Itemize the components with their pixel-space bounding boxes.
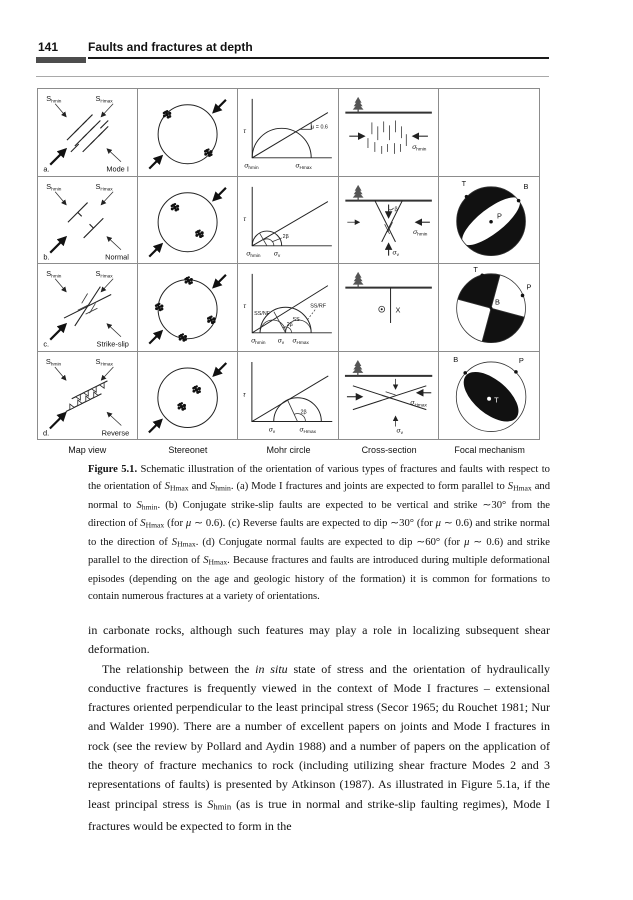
row-type-label: Mode I bbox=[106, 164, 129, 174]
pole-cluster bbox=[163, 110, 172, 119]
cell-focal-mechanism-normal bbox=[439, 177, 539, 265]
stress-arrow bbox=[55, 191, 66, 204]
p-axis-label: P bbox=[526, 282, 532, 292]
cell-map-view-normal bbox=[38, 177, 138, 265]
radius-line bbox=[274, 312, 286, 333]
p-axis-dot bbox=[514, 370, 518, 374]
paragraph: in carbonate rocks, although such features may play a role in localizing subsequent shear deformation. bbox=[88, 623, 550, 657]
stress-arrow bbox=[107, 412, 121, 425]
stress-arrow bbox=[55, 279, 66, 292]
chapter-header: Faults and fractures at depth bbox=[88, 40, 253, 54]
figure-column-labels bbox=[37, 445, 540, 455]
pole-cluster bbox=[178, 402, 187, 411]
ss-rf-label: SS/RF bbox=[310, 303, 327, 310]
vertical-fractures bbox=[368, 120, 406, 153]
sigma-hmin-label: $\sigma_{hmin}$ bbox=[251, 337, 266, 346]
tree-icon bbox=[352, 97, 363, 113]
shmin-label: $S_{hmin}$ bbox=[46, 268, 62, 279]
b-axis-dot bbox=[463, 371, 467, 375]
angle-arc bbox=[388, 207, 393, 209]
cell-stereonet-normal bbox=[138, 177, 238, 265]
b-axis-dot bbox=[517, 198, 521, 202]
sigma-hmax-label: $\sigma_{Hmax}$ bbox=[410, 399, 427, 408]
figure-caption: Figure 5.1. Schematic illustration of the orientation of various types of fractures and faults with respect to the orientation of SHmax and Shmin. (a) Mode I fractures and joints are expected to form parallel to SHmax and normal to Shmin. (b) Conjugate strike-slip faults are expected to be vertical and strike ∼30° from the direction of SHmax (for μ ∼ 0.6). (c) Reverse faults are expected to dip ∼30° (for μ ∼ 0.6) and strike normal to the direction of SHmax. (d) Conjugate normal faults are expected to dip ∼60° (for μ ∼ 0.6) and strike parallel to the direction of SHmax. Because fractures and faults are introduced during multiple deformational episodes (depending on the age and geologic history of the formation) it is common for formations to contain numerous fractures at a variety of orientations. bbox=[88, 464, 551, 603]
tau-axis-label: τ bbox=[243, 303, 247, 311]
sigma-hmin-label: $\sigma_{hmin}$ bbox=[246, 250, 261, 258]
stress-arrow bbox=[101, 191, 113, 204]
compression-arrow bbox=[50, 325, 65, 340]
page-number: 141 bbox=[38, 40, 59, 54]
stress-arrow bbox=[101, 279, 113, 292]
sigma-hmax-label: $\sigma_{Hmax}$ bbox=[292, 337, 310, 346]
compression-arrow bbox=[149, 420, 161, 432]
tau-axis-label: τ bbox=[243, 391, 246, 399]
b-axis-dot bbox=[489, 307, 492, 310]
compression-arrow bbox=[50, 413, 65, 428]
cell-stereonet-mode-i bbox=[138, 89, 238, 177]
content-rule bbox=[36, 76, 549, 77]
row-type-label: Normal bbox=[105, 252, 129, 262]
pole-cluster bbox=[195, 229, 204, 238]
ss-nf-label: SS/NF bbox=[254, 311, 271, 318]
motion-in-label: X bbox=[395, 305, 400, 315]
cell-mohr-circle-normal bbox=[238, 177, 338, 265]
row-type-label: Strike-slip bbox=[96, 339, 129, 349]
row-letter: c. bbox=[43, 339, 50, 349]
shmax-label: $S_{Hmax}$ bbox=[95, 268, 113, 279]
strike-slip-fault-traces bbox=[64, 287, 111, 326]
stress-arrow bbox=[107, 324, 121, 337]
cell-focal-mechanism-strike-slip bbox=[439, 264, 539, 352]
figure-5-1-grid bbox=[37, 88, 540, 440]
shmax-label: $S_{Hmax}$ bbox=[95, 356, 113, 368]
stress-arrow bbox=[101, 104, 113, 117]
cell-cross-section-normal bbox=[339, 177, 439, 265]
cell-focal-mechanism-reverse bbox=[439, 352, 539, 440]
leader-line bbox=[308, 310, 316, 320]
sigma-v-label: $\sigma_v$ bbox=[392, 249, 399, 257]
mohr-semicircle bbox=[274, 397, 322, 421]
column-label-focal-mechanism: Focal mechanism bbox=[454, 445, 525, 455]
sigma-v-label: $\sigma_v$ bbox=[269, 425, 276, 435]
shmin-label: $S_{hmin}$ bbox=[46, 181, 62, 191]
row-type-label: Reverse bbox=[101, 427, 130, 437]
p-axis-label: P bbox=[496, 210, 502, 220]
cell-mohr-circle-mode-i bbox=[238, 89, 338, 177]
header-bar bbox=[36, 57, 86, 63]
pole-cluster bbox=[171, 202, 180, 211]
radius-line bbox=[260, 233, 267, 246]
header-rule bbox=[88, 57, 549, 59]
compression-arrow bbox=[149, 244, 161, 256]
t-axis-label: T bbox=[493, 395, 499, 405]
pole-cluster bbox=[155, 303, 164, 312]
sigma-v-label: $\sigma_v$ bbox=[278, 337, 285, 346]
tau-axis-label: τ bbox=[243, 128, 247, 136]
tree-icon bbox=[352, 360, 363, 376]
compression-arrow bbox=[214, 275, 226, 287]
t-axis-dot bbox=[480, 274, 484, 278]
column-label-map-view: Map view bbox=[68, 445, 107, 455]
cell-cross-section-reverse bbox=[339, 352, 439, 440]
stress-arrow bbox=[101, 366, 113, 379]
column-label-mohr-circle: Mohr circle bbox=[266, 445, 311, 455]
compression-arrow bbox=[214, 100, 226, 112]
paragraph: The relationship between the in situ state of stress and the orientation of hydraulically conductive fractures is frequently viewed in the context of Mode I fractures – extensional fractures oriented perpendicular to the least principal stress (Secor 1965; du Rouchet 1981; Nur and Walder 1990). There are a number of excellent papers on joints and Mode I fractures in rock (see the review by Pollard and Aydin 1988) and a number of papers on the application of the theory of fracture mechanics to rock (including utilizing shear fracture Modes 2 and 3 representations of faults) is presented by Atkinson (1987). As illustrated in Figure 5.1a, if the least principal stress is Shmin (as is true in normal and strike-slip faulting regimes), Mode I fractures would be expected to form in the bbox=[88, 661, 551, 833]
stereonet-circle bbox=[158, 367, 218, 427]
black-quadrant bbox=[482, 308, 524, 342]
thrust-fault-traces bbox=[66, 380, 108, 411]
shmax-label: $S_{Hmax}$ bbox=[95, 93, 113, 104]
cell-cross-section-strike-slip bbox=[339, 264, 439, 352]
sigma-v-label: $\sigma_v$ bbox=[274, 250, 281, 258]
row-letter: a. bbox=[43, 164, 50, 174]
failure-line bbox=[253, 201, 329, 245]
shmin-label: $S_{hmin}$ bbox=[45, 356, 62, 368]
compression-arrow bbox=[50, 150, 65, 165]
cell-focal-mechanism-empty bbox=[439, 89, 539, 177]
cell-stereonet-reverse bbox=[138, 352, 238, 440]
mohr-axes bbox=[253, 186, 333, 245]
tau-axis-label: τ bbox=[243, 215, 247, 223]
beta-label: β bbox=[394, 205, 398, 212]
p-axis-label: P bbox=[518, 355, 524, 365]
cell-map-view-strike-slip bbox=[38, 264, 138, 352]
cell-mohr-circle-strike-slip bbox=[238, 264, 338, 352]
two-beta-label: 2β bbox=[287, 321, 294, 328]
column-label-stereonet: Stereonet bbox=[168, 445, 208, 455]
stress-arrow bbox=[107, 236, 121, 249]
mohr-semicircle bbox=[253, 128, 312, 157]
compression-arrow bbox=[149, 157, 161, 169]
sigma-hmin-label: $\sigma_{hmin}$ bbox=[412, 228, 428, 237]
b-axis-label: B bbox=[453, 354, 459, 364]
cell-mohr-circle-reverse bbox=[238, 352, 338, 440]
mu-label: μ = 0.6 bbox=[311, 124, 329, 131]
cell-stereonet-strike-slip bbox=[138, 264, 238, 352]
stress-arrow bbox=[55, 104, 66, 117]
mode-i-fracture-traces bbox=[67, 115, 108, 152]
tree-icon bbox=[352, 184, 363, 200]
stress-arrow bbox=[107, 149, 121, 162]
p-axis-dot bbox=[521, 294, 525, 298]
black-quadrant bbox=[458, 274, 500, 308]
pole-cluster bbox=[192, 385, 201, 394]
compression-arrow bbox=[214, 187, 226, 199]
ss-label: SS bbox=[292, 317, 301, 324]
radius-line bbox=[288, 399, 298, 421]
b-axis-label: B bbox=[494, 297, 500, 307]
shmin-label: $S_{hmin}$ bbox=[46, 93, 62, 104]
stress-arrow bbox=[55, 366, 66, 379]
motion-out-icon bbox=[378, 306, 384, 312]
row-letter: b. bbox=[43, 252, 50, 262]
column-label-cross-section: Cross-section bbox=[361, 445, 417, 455]
compression-arrow bbox=[215, 363, 227, 375]
shmax-label: $S_{Hmax}$ bbox=[95, 181, 113, 191]
cell-cross-section-mode-i bbox=[339, 89, 439, 177]
stereonet-circle bbox=[158, 192, 217, 251]
pole-cluster bbox=[204, 148, 213, 157]
pole-cluster bbox=[185, 276, 194, 285]
t-axis-label: T bbox=[473, 264, 478, 274]
sigma-hmax-label: $\sigma_{Hmax}$ bbox=[295, 162, 313, 171]
t-axis-dot bbox=[487, 396, 491, 400]
normal-fault-traces bbox=[68, 202, 103, 237]
sigma-hmin-label: $\sigma_{hmin}$ bbox=[411, 143, 427, 152]
row-letter: d. bbox=[42, 427, 50, 437]
failure-line bbox=[253, 113, 329, 158]
sigma-hmin-label: $\sigma_{hmin}$ bbox=[244, 162, 259, 171]
cell-map-view-reverse bbox=[38, 352, 138, 440]
t-axis-dot bbox=[465, 194, 469, 198]
p-axis-dot bbox=[489, 219, 493, 223]
tree-icon bbox=[352, 272, 363, 288]
cell-map-view-mode-i bbox=[38, 89, 138, 177]
body-text bbox=[88, 621, 550, 836]
b-axis-label: B bbox=[523, 181, 529, 191]
sigma-v-label: $\sigma_v$ bbox=[396, 426, 403, 436]
stereonet-circle bbox=[158, 280, 217, 339]
t-axis-label: T bbox=[461, 178, 466, 188]
compression-arrow bbox=[149, 332, 161, 344]
two-beta-label: 2β bbox=[283, 233, 290, 240]
sigma-hmax-label: $\sigma_{Hmax}$ bbox=[299, 425, 317, 435]
compression-arrow bbox=[50, 237, 65, 252]
two-beta-label: 2β bbox=[300, 409, 308, 416]
pole-cluster bbox=[207, 316, 216, 325]
